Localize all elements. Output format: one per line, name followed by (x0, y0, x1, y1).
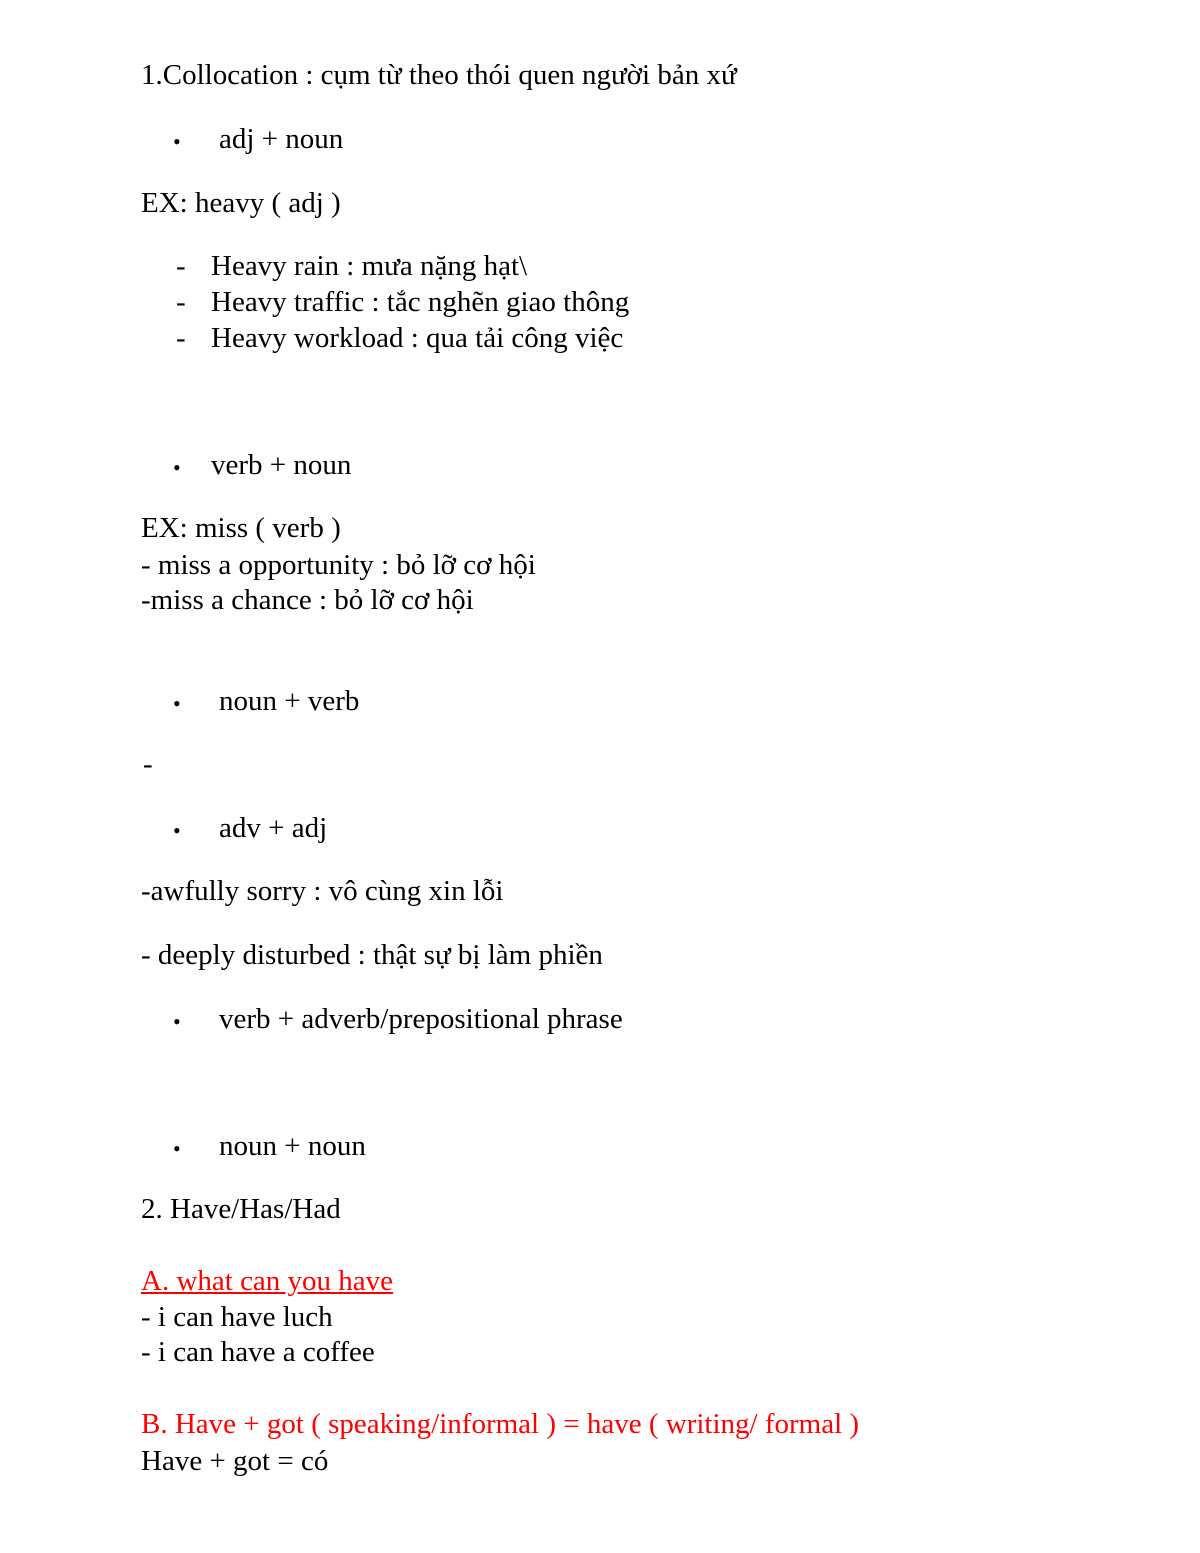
adj-noun-example: EX: heavy ( adj ) (141, 187, 341, 219)
bullet-icon: • (173, 691, 181, 716)
part-a-item: - i can have a coffee (141, 1336, 375, 1368)
adj-noun-item: Heavy workload : qua tải công việc (211, 322, 624, 354)
verb-noun-item: -miss a chance : bỏ lỡ cơ hội (141, 584, 474, 616)
dash-marker: - (176, 250, 186, 282)
part-a-item: - i can have luch (141, 1301, 333, 1333)
adj-noun-item: Heavy traffic : tắc nghẽn giao thông (211, 286, 630, 318)
bullet-icon: • (173, 455, 181, 480)
part-b-heading: B. Have + got ( speaking/informal ) = have ( writing/ formal ) (141, 1408, 860, 1440)
bullet-icon: • (173, 1136, 181, 1161)
adv-adj-label: adv + adj (219, 812, 328, 844)
verb-noun-item: - miss a opportunity : bỏ lỡ cơ hội (141, 549, 536, 581)
noun-noun-label: noun + noun (219, 1130, 366, 1162)
bullet-icon: • (173, 1009, 181, 1034)
verb-adverb-label: verb + adverb/prepositional phrase (219, 1003, 623, 1035)
adj-noun-label: adj + noun (219, 123, 344, 155)
dash-marker: - (176, 286, 186, 318)
adv-adj-item: - deeply disturbed : thật sự bị làm phiền (141, 939, 603, 971)
part-a-heading: A. what can you have (141, 1265, 394, 1297)
bullet-icon: • (173, 129, 181, 154)
noun-verb-label: noun + verb (219, 685, 360, 717)
adj-noun-item: Heavy rain : mưa nặng hạt\ (211, 250, 528, 282)
verb-noun-example: EX: miss ( verb ) (141, 512, 341, 544)
verb-noun-label: verb + noun (211, 449, 352, 481)
noun-verb-dash: - (143, 748, 153, 780)
section1-title: 1.Collocation : cụm từ theo thói quen người bản xứ (141, 59, 737, 91)
section2-title: 2. Have/Has/Had (141, 1193, 341, 1225)
adv-adj-item: -awfully sorry : vô cùng xin lỗi (141, 875, 504, 907)
part-b-line: Have + got = có (141, 1445, 329, 1477)
dash-marker: - (176, 322, 186, 354)
bullet-icon: • (173, 818, 181, 843)
